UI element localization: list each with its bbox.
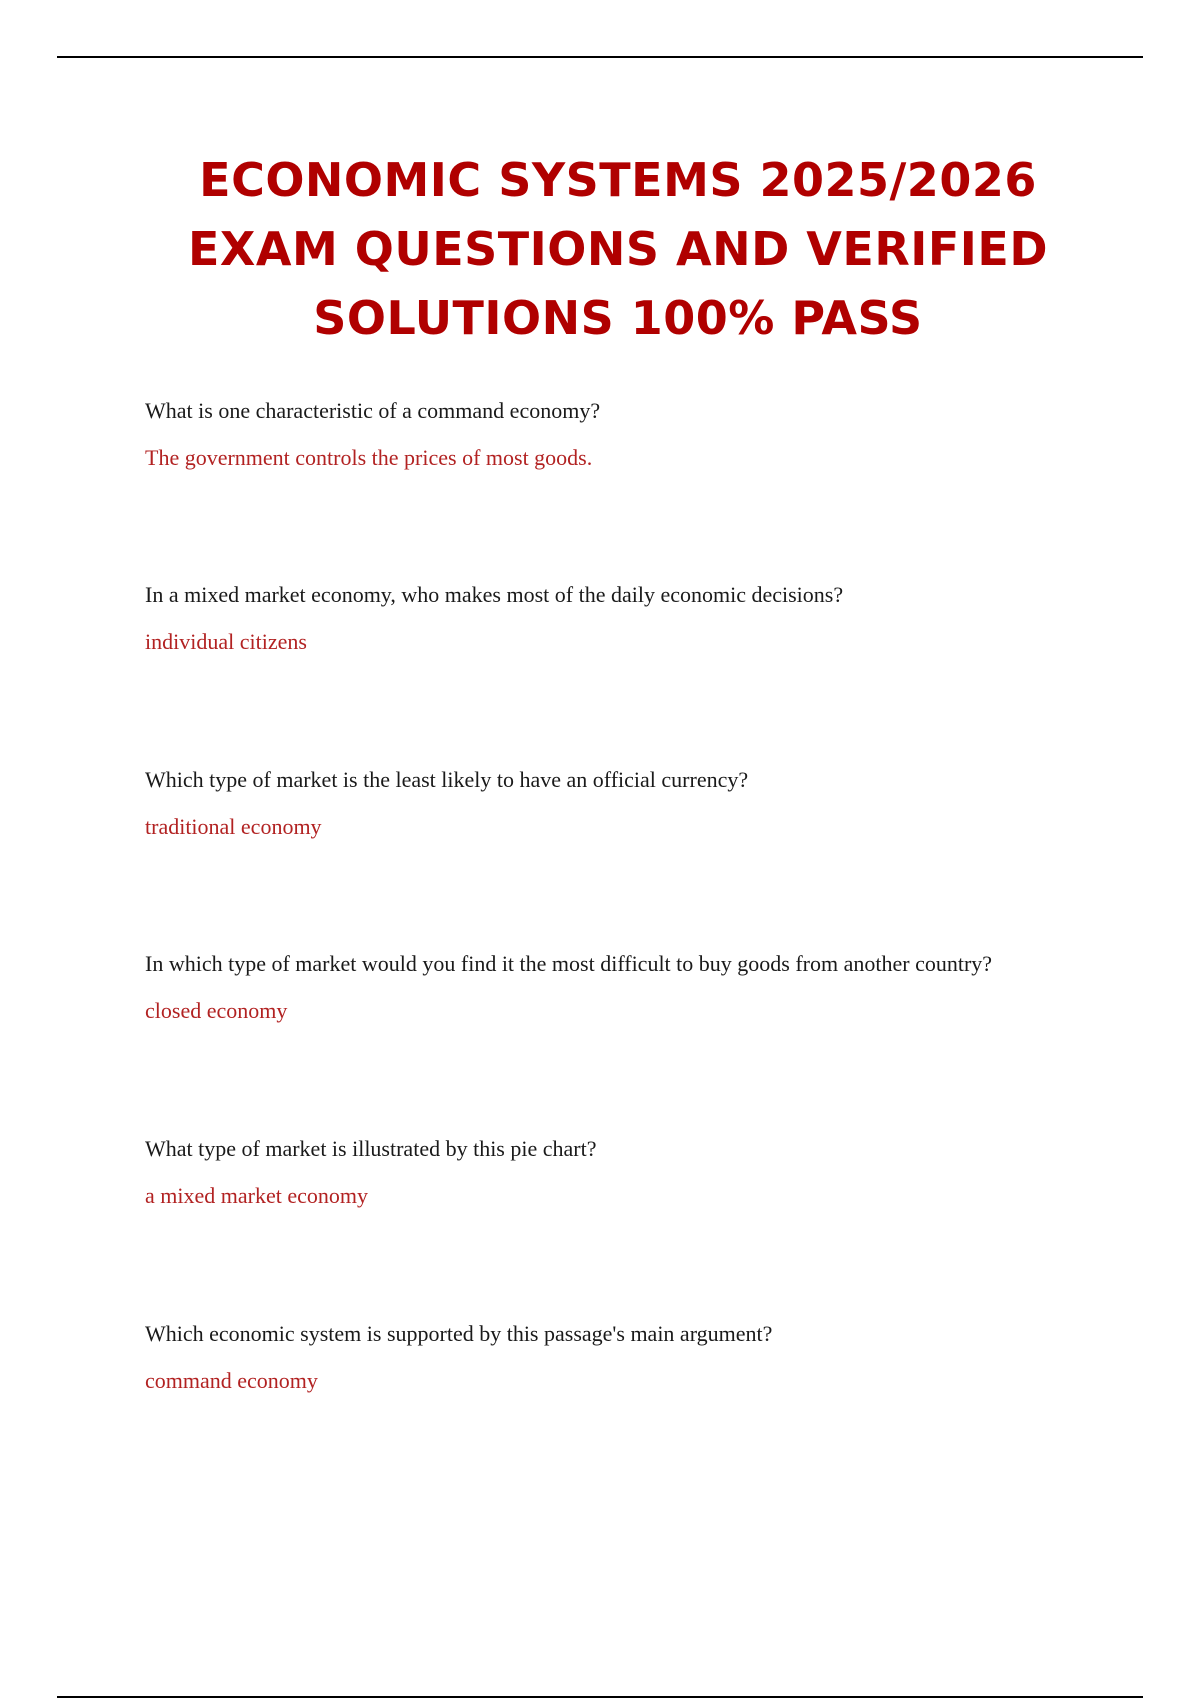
title-line-3: SOLUTIONS 100% PASS xyxy=(313,291,923,345)
document-title xyxy=(0,146,1200,353)
qa-item-3 xyxy=(145,767,1145,840)
qa-item-5 xyxy=(145,1136,1145,1209)
answer-3: traditional economy xyxy=(145,814,322,839)
qa-item-2 xyxy=(145,582,1145,655)
question-3: Which type of market is the least likely to have an official currency? xyxy=(145,767,749,792)
question-6: Which economic system is supported by this passage's main argument? xyxy=(145,1321,773,1346)
answer-2: individual citizens xyxy=(145,629,307,654)
bottom-rule xyxy=(57,1696,1143,1698)
question-1: What is one characteristic of a command economy? xyxy=(145,398,601,423)
title-line-1: ECONOMIC SYSTEMS 2025/2026 xyxy=(199,153,1037,207)
question-5: What type of market is illustrated by this pie chart? xyxy=(145,1136,597,1161)
qa-item-1 xyxy=(145,398,1145,471)
answer-1: The government controls the prices of most goods. xyxy=(145,445,593,470)
qa-item-6 xyxy=(145,1321,1145,1394)
top-rule xyxy=(57,56,1143,58)
qa-item-4 xyxy=(145,951,1145,1024)
answer-4: closed economy xyxy=(145,998,288,1023)
answer-5: a mixed market economy xyxy=(145,1183,368,1208)
title-line-2: EXAM QUESTIONS AND VERIFIED xyxy=(187,222,1049,276)
question-4: In which type of market would you find it the most difficult to buy goods from another country? xyxy=(145,951,993,976)
answer-6: command economy xyxy=(145,1368,318,1393)
question-2: In a mixed market economy, who makes most of the daily economic decisions? xyxy=(145,582,844,607)
